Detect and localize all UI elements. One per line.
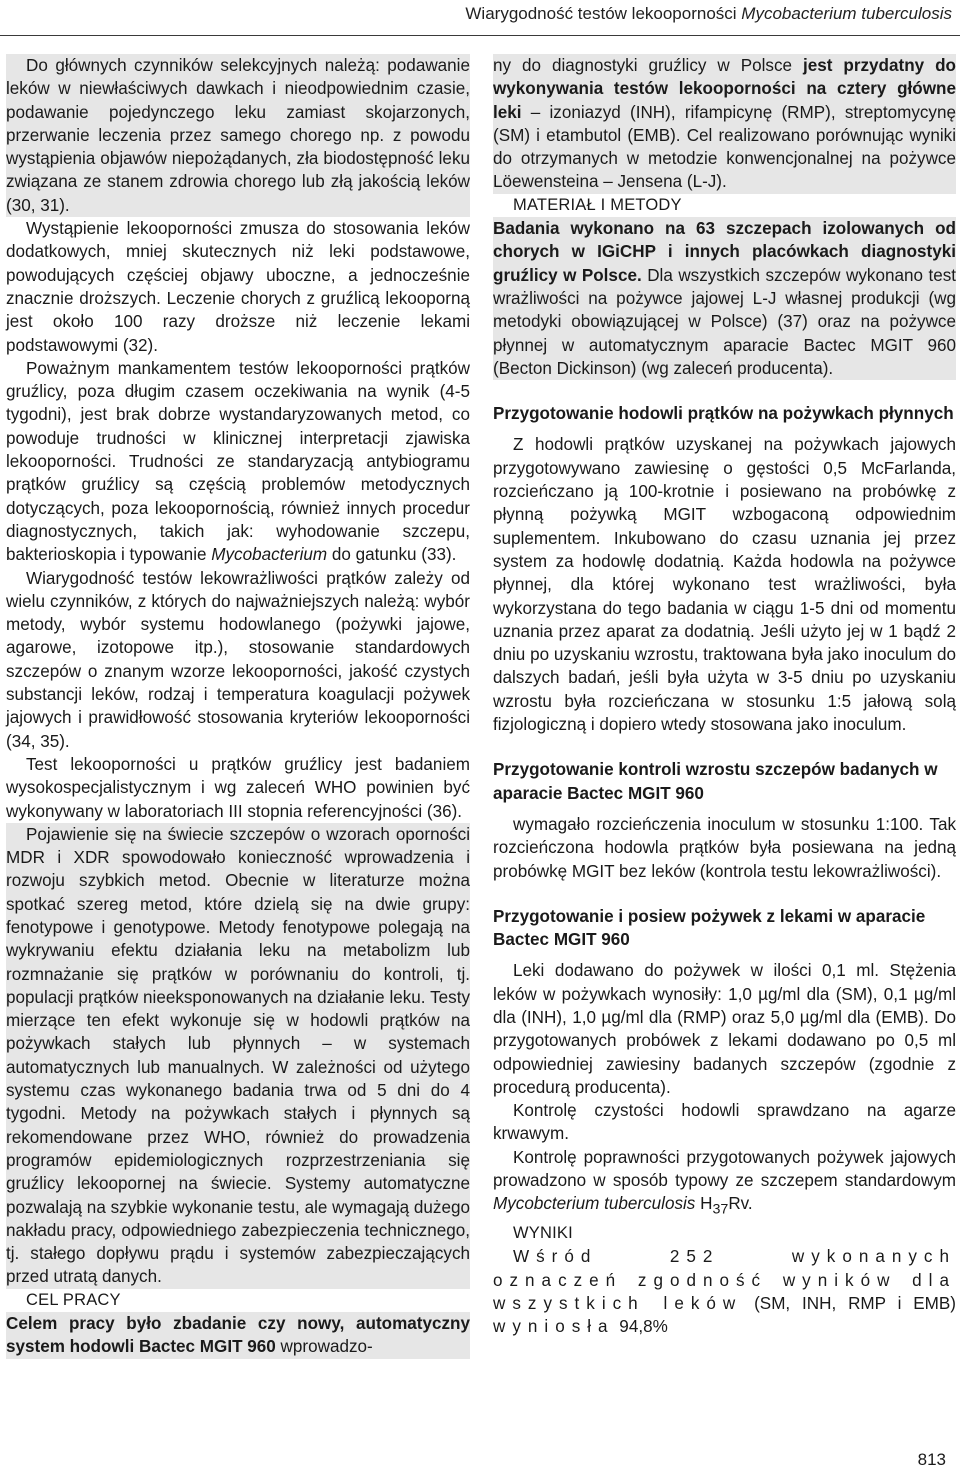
left-column [6, 54, 470, 1359]
paragraph-who: Test lekooporności u prątków gruźlicy jest badaniem wysokospecjalistycznym i wg zaleceń WHO powinien być wykonywany w laboratoriach III stopnia referencyjności (36). [6, 754, 470, 821]
paragraph-standardization: Poważnym mankamentem testów lekooporności prątków gruźlicy, poza długim czasem oczekiwania na wynik (4-5 tygodni), jest brak dobrze wystandaryzowanych metod, co powoduje trudności w klinicznej interpretacji zjawiska lekooporności. Trudności ze standaryzacją antybiogramu prątków gruźlicy są częścią problemów metodycznych dotyczących, poza lekoopornością, również innych procedur diagnostycznych, takich jak: wyhodowanie szczepu, bakterioskopia i typowanie Mycobacterium do gatunku (33). [6, 358, 470, 565]
subheading-liquid-cultures: Przygotowanie hodowli prątków na pożywkach płynnych [493, 404, 954, 424]
section-heading-methods: MATERIAŁ I METODY [513, 195, 682, 214]
paragraph-reliability: Wiarygodność testów lekowrażliwości prątków zależy od wielu czynników, z których do najważniejszych należą: wybór metody, wybór systemu hodowlanego (pożywki jajowe, agarowe, izotopowe itp.), stosowanie standardowych szczepów o znanym wzorze lekooporności, jakość czystych substancji leków, rodzaj i temperatura koagulacji pożywek jajowych i prawidłowość stosowania kryteriów lekooporności (34, 35). [6, 568, 470, 751]
right-column [493, 54, 956, 1339]
running-title: Wiarygodność testów lekooporności [465, 4, 742, 23]
header-rule [0, 35, 960, 36]
section-heading-results: WYNIKI [513, 1224, 573, 1243]
paragraph-medium-control: Kontrolę poprawności przygotowanych pożywek jajowych prowadzono w sposób typowy ze szczepem standardowym Mycobcterium tuberculosis $H_{37}Rv$. [493, 1147, 956, 1218]
page-number: 813 [917, 1450, 946, 1469]
paragraph-aim-continued: ny do diagnostyki gruźlicy w Polsce jest przydatny do wykonywania testów lekooporności na cztery główne leki – izoniazyd (INH), rifampicynę (RMP), streptomycynę (SM) i etambutol (EMB). Cel realizowano porównując wyniki do otrzymanych w metodzie konwencjonalnej na pożywce Löewensteina – Jensena (L-J). [493, 54, 956, 194]
subheading-drug-media: Przygotowanie i posiew pożywek z lekami w aparacie Bactec MGIT 960 [493, 906, 926, 950]
paragraph-rapid-methods: Pojawienie się na świecie szczepów o wzorach oporności MDR i XDR spowodowało konieczność wprowadzenia i rozwoju szybkich metod. Obecnie w literaturze można spotkać szereg metod, które dzielą się na dwie grupy: fenotypowe i genotypowe. Metody fenotypowe polegają na wykrywaniu efektu działania leku na metabolizm lub rozmnażanie się prątków w porównaniu do kontroli, tj. populacji prątków nieeksponowanych na działanie leku. Testy mierzące ten efekt wykonuje się w hodowli prątków na pożywkach stałych lub płynnych – w systemach automatycznych lub manualnych. W zależności od użytego systemu czas wykonanego badania trwa od 5 dni do 4 tygodni. Metody na pożywkach stałych i płynnych są rekomendowane przez WHO, również do prowadzenia programów epidemiologicznych rozprzestrzeniania się gruźlicy lekoopornej na świecie. Systemy automatyczne pozwalają na szybkie wykonanie testu, ale wymagają dużego nakładu pracy, odpowiedniego zabezpieczenia technicznego, tj. stałego dopływu prądu i systemów zabezpieczających przed utratą danych. [6, 823, 470, 1289]
paragraph-drug-media: Leki dodawano do pożywek w ilości 0,1 ml. Stężenia leków w pożywkach wynosiły: 1,0 µg/ml dla (SM), 0,1 µg/ml dla (INH), 1,0 µg/ml dla (RMP) oraz 5,0 µg/ml dla (EMB). Do przygotowanych probówek z lekami dodawano po 0,5 ml odpowiedniej zawiesiny badanych szczepów (zgodnie z procedurą producenta). [493, 961, 956, 1097]
paragraph-purity-control: Kontrolę czystości hodowli sprawdzano na agarze krwawym. [493, 1101, 956, 1144]
subheading-growth-control: Przygotowanie kontroli wzrostu szczepów badanych w aparacie Bactec MGIT 960 [493, 760, 938, 803]
section-heading-aim: CEL PRACY [26, 1290, 121, 1309]
running-head [0, 2, 952, 26]
paragraph-results: Wśród 252 wykonanych oznaczeń zgodność wyników dla wszystkich leków (SM, INH, RMP i EMB) wyniosła 94,8% [493, 1247, 956, 1337]
paragraph-methods: Badania wykonano na 63 szczepach izolowanych od chorych w IGiCHP i innych placówkach diagnostyki gruźlicy w Polsce. Dla wszystkich szczepów wykonano test wrażliwości na pożywce jajowej L-J własnej produkcji (wg metodyki obowiązującej w Polsce) (37) oraz na pożywce płynnej w automatycznym aparacie Bactec MGIT 960 (Becton Dickinson) (wg zaleceń producenta). [493, 217, 956, 380]
species-italic: Mycobacterium [211, 545, 328, 565]
paragraph-selection-factors: Do głównych czynników selekcyjnych należą: podawanie leków w niewłaściwych dawkach i nieodpowiednim czasie, podawanie pojedynczego leku zamiast skojarzonych, przerwanie leczenia przez samego chorego np. z powodu wystąpienia objawów niepożądanych, zła biodostępność leku związana ze stanem zdrowia chorego lub złą jakością leków (30, 31). [6, 54, 470, 217]
paragraph-drug-resistance-costs: Wystąpienie lekooporności zmusza do stosowania leków dodatkowych, mniej skutecznych niż leki podstawowe, powodujących częściej objawy uboczne, a jednocześnie znacznie droższych. Leczenie chorych z gruźlicą lekooporną jest około 100 razy droższe niż leczenie lekami podstawowymi (32). [6, 219, 470, 355]
species-italic: Mycobcterium tuberculosis [493, 1194, 696, 1214]
paragraph-aim: Celem pracy było zbadanie czy nowy, automatyczny system hodowli Bactec MGIT 960 wprowadzo- [6, 1312, 470, 1359]
paragraph-growth-control: wymagało rozcieńczenia inoculum w stosunku 1:100. Tak rozcieńczona hodowla prątków była posiewana na jedną probówkę MGIT bez leków (kontrola testu lekowrażliwości). [493, 814, 956, 881]
paragraph-liquid-cultures: Z hodowli prątków uzyskanej na pożywkach jajowych przygotowywano zawiesinę o gęstości 0,5 McFarlanda, rozcieńczano ją 100-krotnie i posiewano na probówkę z płynną pożywką MGIT wzbogaconą odpowiednim suplementem. Inkubowano do czasu uznania jej przez system za hodowlę dodatnią. Każda hodowla na pożywce płynnej, dla której wykonano test wrażliwości, była wykorzystana do tego badania w ciągu 1-5 dni od momentu uznania przez aparat za dodatnią. Jeśli użyto jej w 1 bądź 2 dniu po uzyskaniu wzrostu, traktowana była jako inoculum do dalszych badań, jeśli była użyta w 3-5 dniu po uzyskaniu wzrostu była rozcieńczana w stosunku 1:5 jałową solą fizjologiczną i dopiero wtedy stosowana jako inoculum. [493, 435, 956, 735]
running-title-species: Mycobacterium tuberculosis [741, 4, 952, 23]
